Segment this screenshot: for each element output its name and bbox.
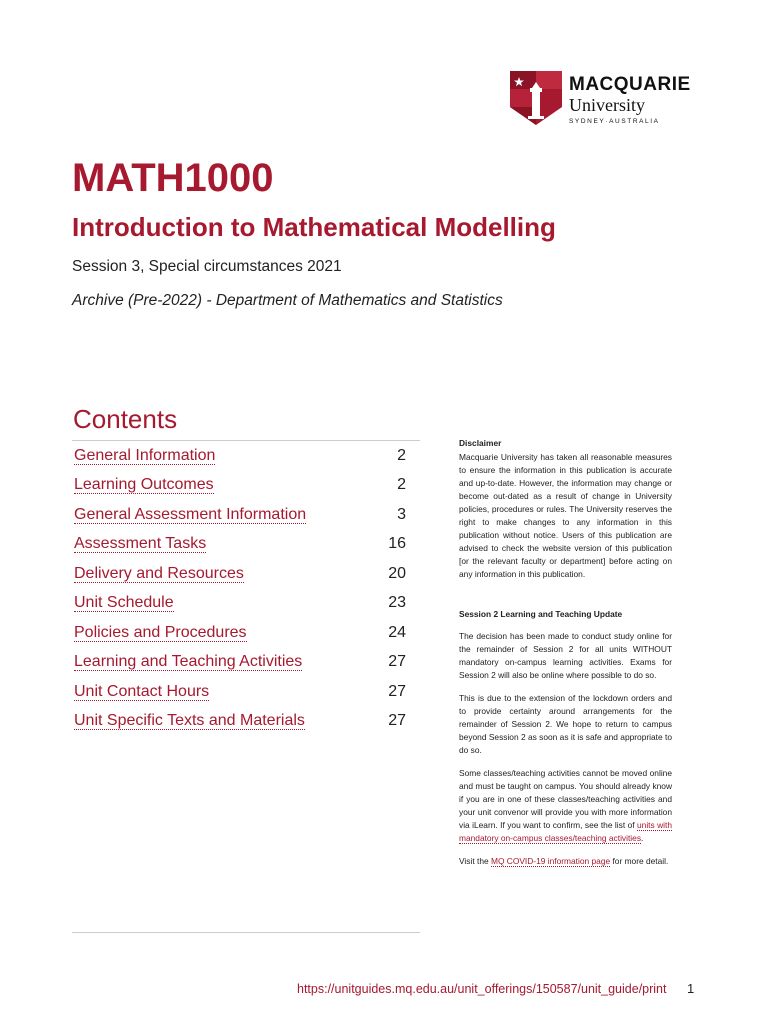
session-text: Session 3, Special circumstances 2021 bbox=[72, 258, 342, 275]
disclaimer-text: Macquarie University has taken all reasonable measures to ensure the information in this publication is accurate and up-to-date. However, the information may change or become out-dated as a result of change in University policies, procedures or rules. The University reserves the right to make changes to any information in this publication without notice. Users of this publication are advised to check the website version of this publication [or the relevant faculty or department] before acting on any information in this publication. bbox=[459, 452, 672, 579]
toc-page-number: 2 bbox=[397, 446, 406, 464]
update-paragraph-4-post: for more detail. bbox=[612, 856, 669, 866]
university-logo bbox=[510, 71, 700, 127]
update-heading: Session 2 Learning and Teaching Update bbox=[459, 609, 623, 619]
update-paragraph-3-text: Some classes/teaching activities cannot be moved online and must be taught on campus. You should already know if you are in one of these classes/teaching activities and your unit convenor will provide you with more information via iLearn. If you want to confirm, see the list of bbox=[459, 768, 672, 830]
toc-row bbox=[72, 471, 420, 501]
toc-page-number: 24 bbox=[388, 623, 406, 641]
table-of-contents bbox=[72, 440, 420, 736]
toc-row bbox=[72, 589, 420, 619]
toc-row bbox=[72, 707, 420, 737]
toc-link[interactable]: General Information bbox=[74, 446, 216, 464]
logo-subtitle: University bbox=[569, 95, 645, 115]
toc-row bbox=[72, 648, 420, 678]
update-paragraph-4-pre: Visit the bbox=[459, 856, 489, 866]
contents-divider bbox=[72, 932, 420, 933]
logo-wordmark: MACQUARIE bbox=[569, 74, 691, 95]
toc-page-number: 23 bbox=[388, 594, 406, 612]
logo-location: SYDNEY·AUSTRALIA bbox=[569, 118, 660, 125]
covid-info-link[interactable]: MQ COVID-19 information page bbox=[490, 856, 611, 866]
toc-link[interactable]: Unit Specific Texts and Materials bbox=[74, 712, 305, 730]
contents-heading: Contents bbox=[73, 404, 178, 434]
update-paragraph-3 bbox=[459, 767, 672, 845]
department-text: Archive (Pre-2022) - Department of Mathematics and Statistics bbox=[72, 292, 503, 309]
toc-page-number: 27 bbox=[388, 712, 406, 730]
footer-url[interactable]: https://unitguides.mq.edu.au/unit_offerings/150587/unit_guide/print bbox=[297, 982, 667, 996]
page-number: 1 bbox=[687, 981, 695, 996]
toc-link[interactable]: Assessment Tasks bbox=[74, 535, 207, 553]
sidebar-notice bbox=[459, 437, 672, 878]
toc-page-number: 3 bbox=[397, 505, 406, 523]
toc-row bbox=[72, 559, 420, 589]
toc-link[interactable]: Learning and Teaching Activities bbox=[74, 653, 303, 671]
toc-page-number: 27 bbox=[388, 653, 406, 671]
toc-row bbox=[72, 618, 420, 648]
toc-link[interactable]: Learning Outcomes bbox=[74, 476, 214, 494]
toc-row bbox=[72, 530, 420, 560]
update-paragraph-1: The decision has been made to conduct study online for the remainder of Session 2 for all units WITHOUT mandatory on-campus learning activities. Exams for Session 2 will also be online where possible to do so. bbox=[459, 631, 672, 680]
toc-row bbox=[72, 677, 420, 707]
toc-link[interactable]: Unit Contact Hours bbox=[74, 682, 210, 700]
update-paragraph-4 bbox=[459, 855, 672, 868]
unit-title: Introduction to Mathematical Modelling bbox=[72, 212, 556, 242]
disclaimer-heading: Disclaimer bbox=[459, 438, 502, 448]
toc-link[interactable]: Policies and Procedures bbox=[74, 623, 247, 641]
toc-row bbox=[72, 441, 420, 471]
on-campus-units-link[interactable]: units with mandatory on-campus classes/teaching activities bbox=[459, 820, 673, 843]
toc-page-number: 2 bbox=[397, 476, 406, 494]
toc-row bbox=[72, 500, 420, 530]
lighthouse-crest-icon bbox=[510, 71, 562, 125]
toc-page-number: 16 bbox=[388, 535, 406, 553]
toc-link[interactable]: Unit Schedule bbox=[74, 594, 174, 612]
update-paragraph-3-end: . bbox=[641, 833, 644, 843]
toc-link[interactable]: General Assessment Information bbox=[74, 505, 307, 523]
unit-code: MATH1000 bbox=[72, 156, 274, 200]
update-paragraph-2: This is due to the extension of the lockdown orders and to provide certainty around arrangements for the remainder of Session 2. We hope to return to campus beyond Session 2 as soon as it is safe and appropriate to do so. bbox=[459, 693, 672, 755]
toc-link[interactable]: Delivery and Resources bbox=[74, 564, 244, 582]
toc-page-number: 27 bbox=[388, 682, 406, 700]
toc-page-number: 20 bbox=[388, 564, 406, 582]
